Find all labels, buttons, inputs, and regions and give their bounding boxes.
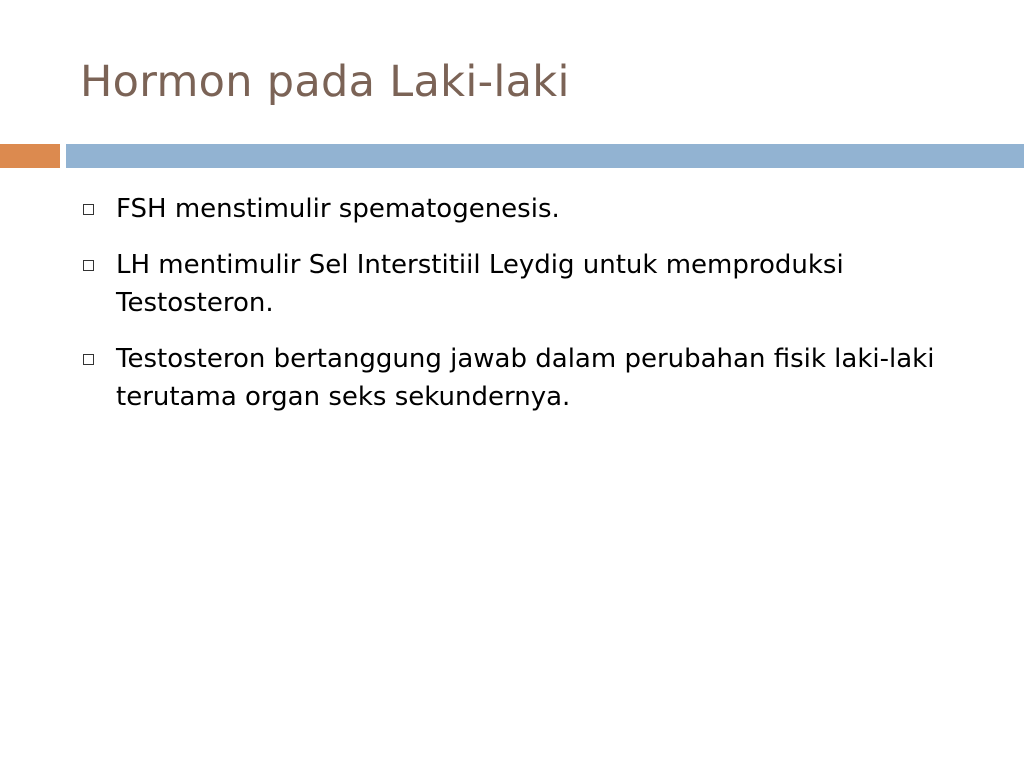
slide-title: Hormon pada Laki-laki (80, 57, 570, 107)
square-bullet-icon (83, 354, 94, 365)
bullet-text: LH mentimulir Sel Interstitiil Leydig untuk memproduksi Testosteron. (116, 250, 844, 318)
accent-bar-blue (66, 144, 1024, 168)
bullet-text: FSH menstimulir spematogenesis. (116, 194, 560, 224)
bullet-item (80, 246, 960, 322)
bullet-text: Testosteron bertanggung jawab dalam perubahan fisik laki-laki terutama organ seks sekundernya. (116, 344, 935, 412)
bullet-list (80, 190, 960, 434)
bullet-item (80, 340, 960, 416)
bullet-item (80, 190, 960, 228)
accent-bar-orange (0, 144, 60, 168)
square-bullet-icon (83, 260, 94, 271)
square-bullet-icon (83, 204, 94, 215)
